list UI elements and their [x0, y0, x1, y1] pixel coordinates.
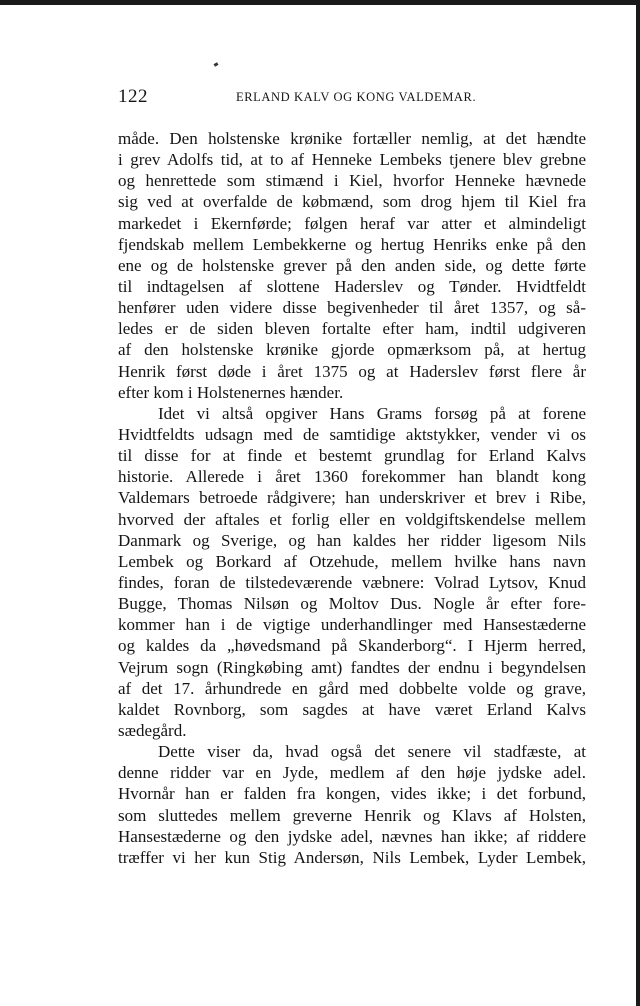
text-line: Idet vi altså opgiver Hans Grams forsøg på at forene: [158, 403, 586, 423]
text-line: og kaldes da „høvedsmand på Skanderborg“. I Hjerm herred,: [118, 636, 586, 656]
text-line: fjendskab mellem Lembekkerne og hertug Henriks enke på den: [118, 234, 586, 254]
text-line: Bugge, Thomas Nilsøn og Moltov Dus. Nogle år efter fore-: [118, 594, 586, 614]
text-line: ledes er de siden bleven fortalte efter ham, indtil udgiveren: [118, 319, 586, 339]
text-line: til indtagelsen af slottene Haderslev og Tønder. Hvidtfeldt: [118, 276, 586, 296]
text-line: Hansestæderne og den jydske adel, nævnes han ikke; af riddere: [118, 826, 586, 846]
text-line: denne ridder var en Jyde, medlem af den høje jydske adel.: [118, 763, 586, 783]
text-line: Hvornår han er falden fra kongen, vides ikke; i det forbund,: [118, 784, 586, 804]
text-line: ene og de holstenske grever på den anden side, og dette førte: [118, 255, 586, 275]
text-line: og henrettede som stimænd i Kiel, hvorfor Henneke hævnede: [118, 171, 586, 191]
text-line: efter kom i Holstenernes hænder.: [118, 382, 344, 402]
text-line: Danmark og Sverige, og han kaldes her ridder ligesom Nils: [118, 530, 586, 550]
text-line: Vejrum sogn (Ringkøbing amt) fandtes der endnu i begyndelsen: [118, 657, 586, 677]
running-title: ERLAND KALV OG KONG VALDEMAR.: [236, 90, 477, 104]
text-line: Valdemars betroede rådgivere; han underskriver et brev i Ribe,: [118, 488, 586, 508]
text-line: kaldet Rovnborg, som sagdes at have været Erland Kalvs: [118, 699, 586, 719]
text-line: træffer vi her kun Stig Andersøn, Nils Lembek, Lyder Lembek,: [118, 847, 586, 867]
text-line: Dette viser da, hvad også det senere vil stadfæste, at: [158, 742, 586, 762]
text-line: Lembek og Borkard af Otzehude, mellem hvilke hans navn: [118, 551, 586, 571]
text-line: som sluttedes mellem greverne Henrik og Klavs af Holsten,: [118, 805, 586, 825]
text-line: måde. Den holstenske krønike fortæller nemlig, at det hændte: [118, 129, 586, 148]
page-header: [118, 86, 586, 110]
text-line: sædegård.: [118, 720, 187, 740]
text-line: hvorved der aftales et forlig eller en voldgiftskendelse mellem: [118, 509, 586, 529]
text-line: Hvidtfeldts udsagn med de samtidige aktstykker, vender vi os: [118, 424, 586, 444]
text-line: findes, foran de tilstedeværende væbnere: Volrad Lytsov, Knud: [118, 572, 586, 592]
text-line: af det 17. århundrede en gård med dobbelte volde og grave,: [118, 678, 586, 698]
page-number: 122: [118, 86, 148, 107]
text-line: kommer han i de vigtige underhandlinger med Hansestæderne: [118, 615, 586, 635]
scan-border-right: [636, 0, 640, 1006]
text-line: i grev Adolfs tid, at to af Henneke Lembeks tjenere blev grebne: [118, 150, 586, 170]
text-line: til disse for at finde et bestemt grundlag for Erland Kalvs: [118, 446, 586, 466]
text-line: historie. Allerede i året 1360 forekommer han blandt kong: [118, 467, 586, 487]
body-text: [118, 128, 586, 868]
text-line: markedet i Ekernførde; følgen heraf var atter et almindeligt: [118, 213, 586, 233]
text-line: sig ved at overfalde de købmænd, som drog hjem til Kiel fra: [118, 192, 586, 212]
text-line: af den holstenske krønike gjorde opmærksom på, at hertug: [118, 340, 586, 360]
text-line: Henrik først døde i året 1375 og at Haderslev først flere år: [118, 361, 586, 381]
scan-speck: [214, 62, 219, 67]
scan-border-top: [0, 0, 640, 5]
text-line: henfører uden videre disse begivenheder til året 1357, og så-: [118, 298, 586, 318]
